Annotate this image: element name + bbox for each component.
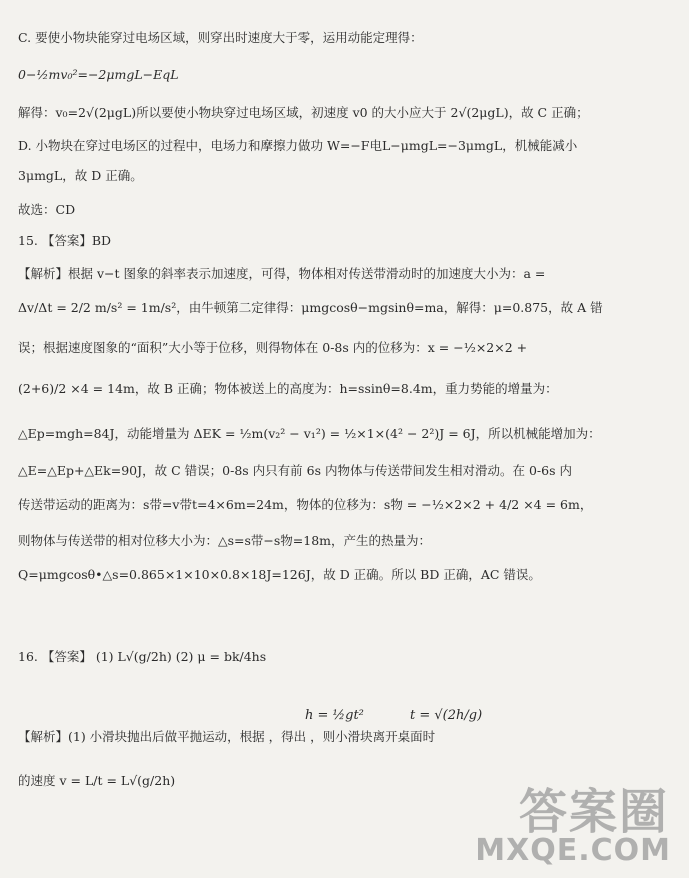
equation-h: h = ½gt² (305, 708, 364, 723)
text-line: Q=μmgcosθ•△s=0.865×1×10×0.8×18J=126J，故 D 正确。所以 BD 正确，AC 错误。 (18, 567, 541, 582)
equation-t: t = √(2h/g) (410, 708, 483, 723)
text-line: 3μmgL，故 D 正确。 (18, 168, 143, 183)
equation-line: 0−½mv₀²=−2μmgL−EqL (18, 67, 179, 82)
text-line: 的速度 v = L/t = L√(g/2h) (18, 773, 176, 788)
text-line: 传送带运动的距离为：s带=v带t=4×6m=24m，物体的位移为：s物 = −½×2×2 + 4/2 ×4 = 6m， (18, 497, 593, 512)
text-line: 解得：v₀=2√(2μgL)所以要使小物块穿过电场区域，初速度 v0 的大小应大于 2√(2μgL)，故 C 正确； (18, 105, 589, 120)
text-line: △E=△Ep+△Ek=90J，故 C 错误；0-8s 内只有前 6s 内物体与传送带间发生相对滑动。在 0-6s 内 (18, 463, 572, 478)
text-line: 故选：CD (18, 202, 76, 217)
answer-heading: 16. 【答案】 (1) L√(g/2h) (2) μ = bk/4hs (18, 649, 267, 664)
watermark-site: MXQE.COM (475, 833, 671, 868)
text-line: 误；根据速度图象的“面积”大小等于位移，则得物体在 0-8s 内的位移为：x = −½×2×2 + (18, 340, 528, 355)
text-line: 【解析】(1) 小滑块抛出后做平抛运动，根据 ，得出 ，则小滑块离开桌面时 (18, 729, 436, 744)
text-line: 【解析】根据 v−t 图象的斜率表示加速度，可得，物体相对传送带滑动时的加速度大小为：a = (18, 266, 546, 281)
text-line: 则物体与传送带的相对位移大小为：△s=s带−s物=18m，产生的热量为： (18, 533, 432, 548)
watermark-logo: 答案圈 (518, 784, 669, 840)
text-line: D. 小物块在穿过电场区的过程中，电场力和摩擦力做功 W=−F电L−μmgL=−3μmgL，机械能减小 (18, 138, 578, 153)
text-line: (2+6)/2 ×4 = 14m，故 B 正确；物体被送上的高度为：h=ssinθ=8.4m，重力势能的增量为： (18, 381, 558, 396)
text-line: △Ep=mgh=84J，动能增量为 ΔEK = ½m(v₂² − v₁²) = ½×1×(4² − 2²)J = 6J，所以机械能增加为： (18, 426, 601, 441)
text-line: C. 要使小物块能穿过电场区域，则穿出时速度大于零，运用动能定理得： (18, 30, 423, 45)
answer-heading: 15. 【答案】BD (18, 233, 112, 248)
watermark (475, 773, 679, 868)
text-line: Δv/Δt = 2/2 m/s² = 1m/s²，由牛顿第二定律得：μmgcosθ−mgsinθ=ma，解得：μ=0.875，故 A 错 (18, 300, 603, 315)
